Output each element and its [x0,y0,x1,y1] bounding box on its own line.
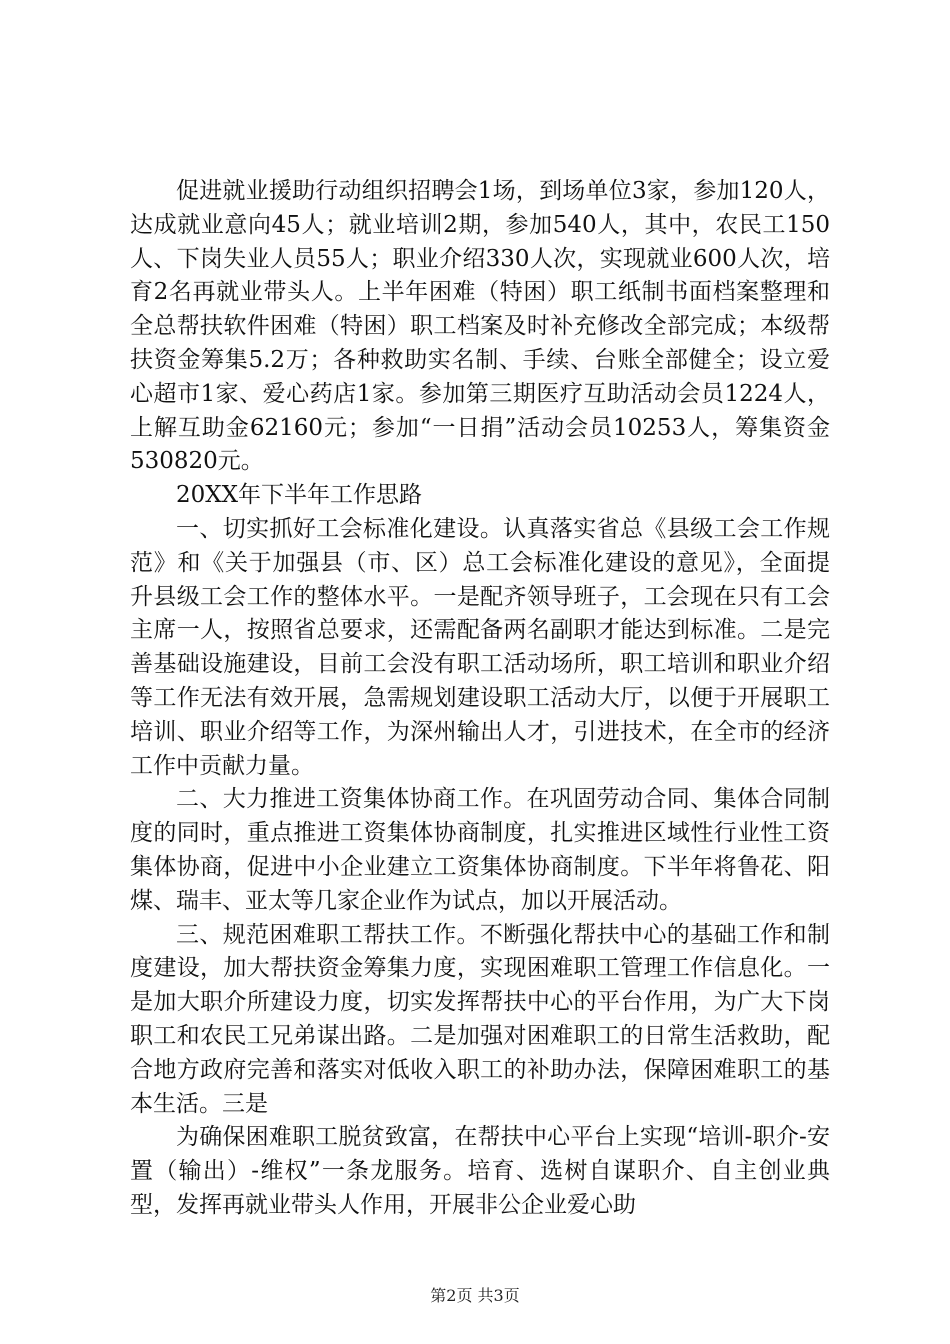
paragraph-employment-summary: 促进就业援助行动组织招聘会1场，到场单位3家，参加120人，达成就业意向45人；就业培训2期，参加540人，其中，农民工150人、下岗失业人员55人；职业介绍330人次，实现就业600人次，培育2名再就业带头人。上半年困难（特困）职工纸制书面档案整理和全总帮扶软件困难（特困）职工档案及时补充修改全部完成；本级帮扶资金筹集5.2万；各种救助实名制、手续、台账全部健全；设立爱心超市1家、爱心药店1家。参加第三期医疗互助活动会员1224人，上解互助金62160元；参加“一日捐”活动会员10253人，筹集资金530820元。 [130,178,830,475]
paragraph-standardization: 一、切实抓好工会标准化建设。认真落实省总《县级工会工作规范》和《关于加强县（市、区）总工会标准化建设的意见》，全面提升县级工会工作的整体水平。一是配齐领导班子，工会现在只有工会主席一人，按照省总要求，还需配备两名副职才能达到标准。二是完善基础设施建设，目前工会没有职工活动场所，职工培训和职业介绍等工作无法有效开展，急需规划建设职工活动大厅，以便于开展职工培训、职业介绍等工作，为深州输出人才，引进技术，在全市的经济工作中贡献力量。 [130,515,830,779]
paragraph-poverty-relief: 为确保困难职工脱贫致富，在帮扶中心平台上实现“培训-职介-安置（输出）-维权”一条龙服务。培育、选树自谋职介、自主创业典型，发挥再就业带头人作用，开展非公企业爱心助 [130,1124,830,1218]
document-body [130,175,830,1223]
paragraph-wage-negotiation: 二、大力推进工资集体协商工作。在巩固劳动合同、集体合同制度的同时，重点推进工资集体协商制度，扎实推进区域性行业性工资集体协商，促进中小企业建立工资集体协商制度。下半年将鲁花、阳煤、瑞丰、亚太等几家企业作为试点，加以开展活动。 [130,786,830,914]
section-heading: 20XX年下半年工作思路 [176,482,423,509]
paragraph-assistance-work: 三、规范困难职工帮扶工作。不断强化帮扶中心的基础工作和制度建设，加大帮扶资金筹集力度，实现困难职工管理工作信息化。一是加大职介所建设力度，切实发挥帮扶中心的平台作用，为广大下岗职工和农民工兄弟谋出路。二是加强对困难职工的日常生活救助，配合地方政府完善和落实对低收入职工的补助办法，保障困难职工的基本生活。三是 [130,921,830,1117]
page-number-footer: 第2页 共3页 [430,1286,520,1305]
